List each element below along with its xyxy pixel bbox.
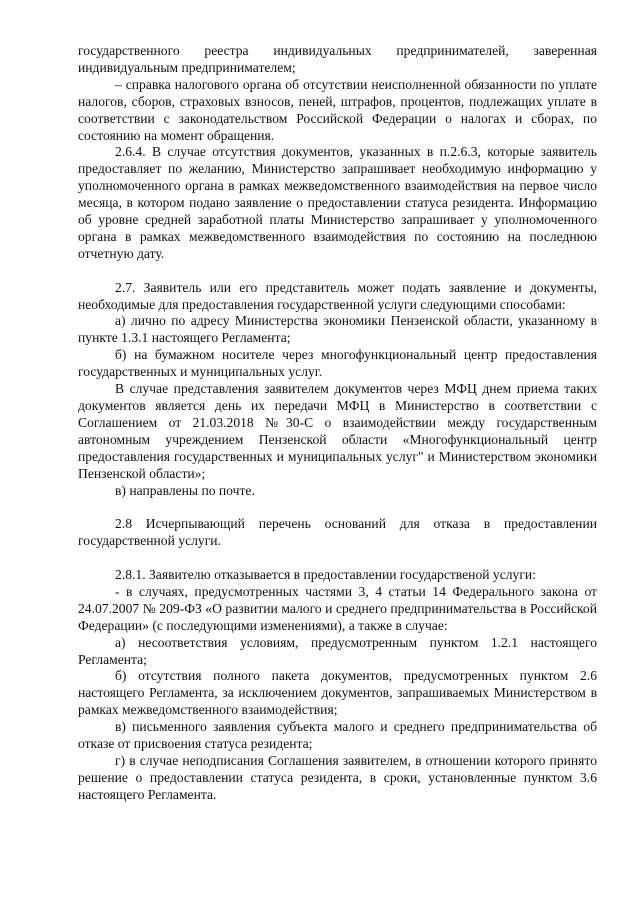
paragraph-federal-law: - в случаях, предусмотренных частями 3, 4 статьи 14 Федерального закона от 24.07.2007 № 209-ФЗ «О развитии малого и среднего предпринимательства в Российской Федерации» (с последующими изменениями), а также в случае: — [78, 583, 597, 633]
paragraph-refusal-b: б) отсутствия полного пакета документов, предусмотренных пунктом 2.6 настоящего Регламента, за исключением документов, запрашиваемых Министерством в рамках межведомственного взаимодействия; — [78, 668, 597, 718]
document-page — [78, 43, 597, 804]
paragraph-refusal-g: г) в случае неподписания Соглашения заявителем, в отношении которого принято решение о предоставлении статуса резидента, в сроки, установленные пунктом 3.6 настоящего Регламента. — [78, 753, 597, 802]
paragraph-2-7: 2.7. Заявитель или его представитель может подать заявление и документы, необходимые для предоставления государственной услуги следующими способами: — [78, 279, 597, 312]
paragraph-2-7-v: в) направлены по почте. — [115, 482, 255, 498]
paragraph-2-8-1: 2.8.1. Заявителю отказывается в предоставлении государственой услуги: — [115, 567, 536, 583]
paragraph-mfc-submission: В случае представления заявителем документов через МФЦ днем приема таких документов является день их передачи МФЦ в Министерство в соответствии с Соглашением от 21.03.2018 №30-С о взаимодействии между государственным автономным учреждением Пензенской области «Многофункциональный центр предоставления государственных и муниципальных услуг" и Министерством экономики Пензенской области»; — [78, 381, 597, 481]
paragraph-2-8: 2.8 Исчерпывающий перечень оснований для отказа в предоставлении государственной услуги. — [78, 516, 597, 549]
paragraph-2-7-b: б) на бумажном носителе через многофункциональный центр предоставления государственных и муниципальных услуг. — [78, 347, 597, 380]
paragraph-tax-certificate: – справка налогового органа об отсутствии неисполненной обязанности по уплате налогов, сборов, страховых взносов, пеней, штрафов, процентов, подлежащих уплате в соответствии с законодательством Российской Федерации о налогах и сборах, по состоянию на момент обращения. — [78, 76, 597, 143]
paragraph-registry-extract: государственного реестра индивидуальных предпринимателей, заверенная индивидуальным предпринимателем; — [78, 43, 597, 75]
paragraph-refusal-v: в) письменного заявления субъекта малого и среднего предпринимательства об отказе от присвоения статуса резидента; — [78, 719, 597, 752]
paragraph-2-7-a: а) лично по адресу Министерства экономики Пензенской области, указанному в пункте 1.3.1 настоящего Регламента; — [78, 313, 597, 346]
paragraph-2-6-4: 2.6.4. В случае отсутствия документов, указанных в п.2.6.3, которые заявитель предоставляет по желанию, Министерство запрашивает необходимую информацию у уполномоченного органа в рамках межведомственного взаимодействия на первое число месяца, в котором подано заявление о предоставлении статуса резидента. Информацию об уровне средней заработной платы Министерство запрашивает у уполномоченного органа в рамках межведомственного взаимодействия по состоянию на последнюю отчетную дату. — [78, 144, 597, 261]
paragraph-refusal-a: а) несоответствия условиям, предусмотренным пунктом 1.2.1 настоящего Регламента; — [78, 634, 597, 667]
